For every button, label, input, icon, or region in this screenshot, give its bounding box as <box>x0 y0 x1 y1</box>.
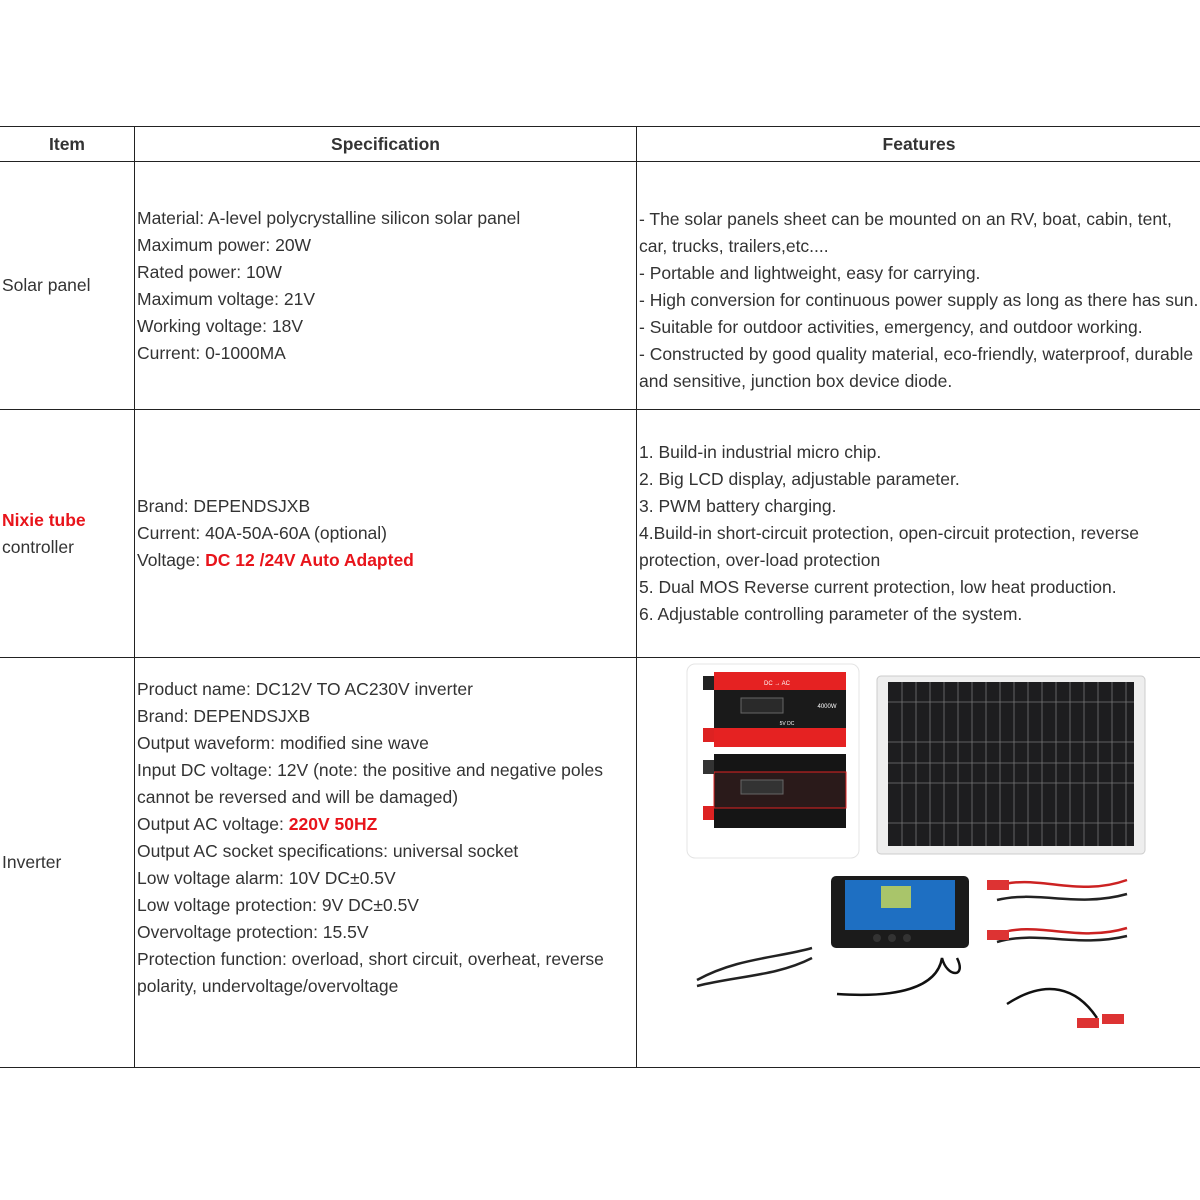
table-row <box>0 410 1200 658</box>
features-cell <box>637 410 1200 658</box>
item-cell: Inverter <box>0 658 135 1068</box>
feature-line: - High conversion for continuous power supply as long as there has sun. <box>639 290 1199 310</box>
spec-line: Current: 0-1000MA <box>137 342 286 363</box>
spec-line: Rated power: 10W <box>137 261 282 282</box>
table-header-row <box>0 127 1200 162</box>
feature-line: - The solar panels sheet can be mounted on an RV, boat, cabin, tent, car, trucks, trailers,etc.... <box>639 209 1172 256</box>
product-kit-image <box>637 658 1200 1068</box>
spec-line: Overvoltage protection: 15.5V <box>137 921 369 942</box>
black-inverter-image <box>703 754 846 828</box>
feature-line: 5. Dual MOS Reverse current protection, low heat production. <box>639 577 1117 597</box>
spec-line: Brand: DEPENDSJXB <box>137 496 311 516</box>
spec-table <box>0 126 1200 1068</box>
spec-cell <box>135 162 637 410</box>
solar-panel-image <box>877 676 1145 854</box>
voltage-label: Voltage: <box>137 550 206 570</box>
ac-voltage-label: Output AC voltage: <box>137 813 289 834</box>
item-cell <box>0 410 135 658</box>
spec-line: Material: A-level polycrystalline silicon solar panel <box>137 207 521 228</box>
feature-line: - Constructed by good quality material, eco-friendly, waterproof, durable and sensitive, junction box device diode. <box>639 344 1194 391</box>
spec-line: Low voltage alarm: 10V DC±0.5V <box>137 867 396 888</box>
feature-line: 1. Build-in industrial micro chip. <box>639 442 882 462</box>
spec-line: Low voltage protection: 9V DC±0.5V <box>137 894 419 915</box>
spec-line: Protection function: overload, short circuit, overheat, reverse polarity, undervoltage/overvoltage <box>137 948 604 996</box>
table-row <box>0 162 1200 410</box>
spec-line <box>137 811 634 838</box>
table-row <box>0 658 1200 1068</box>
product-image-cell <box>637 658 1200 1068</box>
usb-label: 5V DC <box>779 721 795 727</box>
spec-cell <box>135 410 637 658</box>
spec-cell <box>135 658 637 1068</box>
spec-line: Working voltage: 18V <box>137 315 304 336</box>
spec-line: Input DC voltage: 12V (note: the positive and negative poles cannot be reversed and will be damaged) <box>137 759 603 807</box>
spec-line <box>137 547 634 574</box>
feature-line: - Suitable for outdoor activities, emergency, and outdoor working. <box>639 317 1143 337</box>
spec-line: Product name: DC12V TO AC230V inverter <box>137 678 473 699</box>
feature-line: - Portable and lightweight, easy for carrying. <box>639 263 981 283</box>
inverter-power: 4000W <box>817 704 837 710</box>
spec-line: Brand: DEPENDSJXB <box>137 705 311 726</box>
feature-line: 3. PWM battery charging. <box>639 496 837 516</box>
item-cell: Solar panel <box>0 162 135 410</box>
spec-line: Current: 40A-50A-60A (optional) <box>137 523 387 543</box>
feature-line: 6. Adjustable controlling parameter of the system. <box>639 604 1023 624</box>
header-features: Features <box>637 127 1200 162</box>
item-text: controller <box>2 536 74 557</box>
spec-line: Output AC socket specifications: universal socket <box>137 840 519 861</box>
feature-line: 2. Big LCD display, adjustable parameter. <box>639 469 960 489</box>
charge-controller-image <box>831 876 969 948</box>
header-item: Item <box>0 127 135 162</box>
features-cell <box>637 162 1200 410</box>
header-specification: Specification <box>135 127 637 162</box>
red-inverter-image <box>703 672 846 747</box>
item-highlight: Nixie tube <box>2 509 86 530</box>
spec-line: Maximum voltage: 21V <box>137 288 315 309</box>
feature-line: 4.Build-in short-circuit protection, open-circuit protection, reverse protection, over-load protection <box>639 523 1139 570</box>
spec-line: Maximum power: 20W <box>137 234 312 255</box>
spec-line: Output waveform: modified sine wave <box>137 732 429 753</box>
voltage-value: DC 12 /24V Auto Adapted <box>205 550 414 570</box>
inverter-label: DC → AC <box>763 681 791 687</box>
ac-voltage-value: 220V 50HZ <box>288 813 378 834</box>
